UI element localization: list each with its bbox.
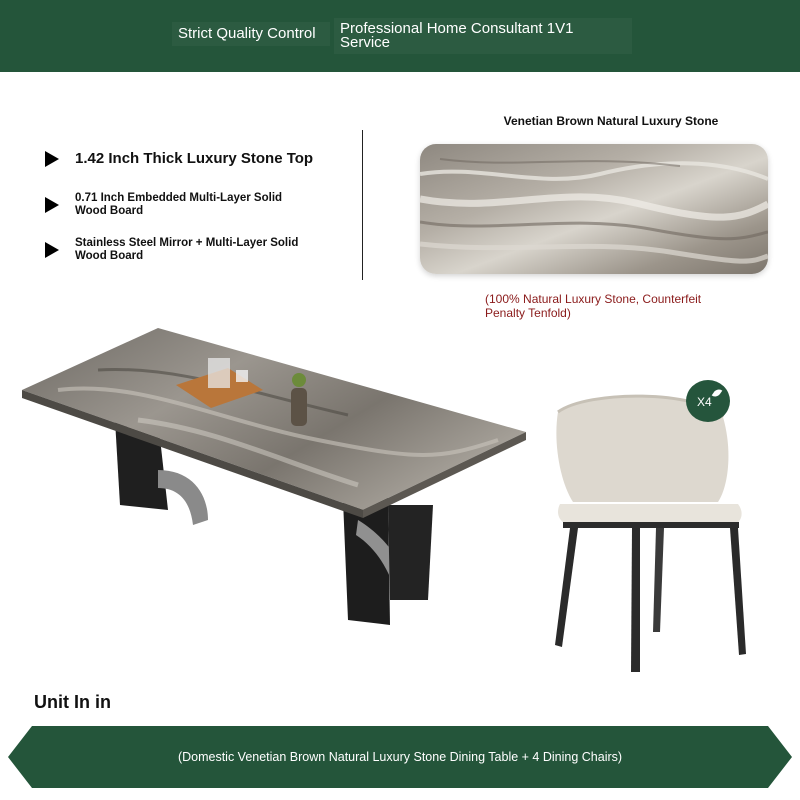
header-bar [0, 0, 800, 72]
unit-label: Unit In in [34, 692, 111, 712]
play-arrow-icon [45, 242, 59, 258]
vertical-divider [362, 130, 363, 280]
play-arrow-icon [45, 151, 59, 167]
feature-item-stone-top [45, 150, 315, 167]
feature-label: 0.71 Inch Embedded Multi-Layer Solid Wood Board [75, 192, 283, 217]
authenticity-note: (100% Natural Luxury Stone, Counterfeit Penalty Tenfold) [485, 292, 702, 320]
feature-item-wood-board [45, 192, 295, 218]
banner-text: (Domestic Venetian Brown Natural Luxury Stone Dining Table + 4 Dining Chairs) [177, 750, 623, 764]
play-arrow-icon [45, 197, 59, 213]
dining-table-image [18, 320, 533, 635]
quantity-label: X4 [697, 395, 712, 409]
feature-item-steel-mirror [45, 237, 305, 263]
quantity-badge [686, 380, 730, 422]
dining-chair-image [548, 392, 748, 682]
consultant-badge: Professional Home Consultant 1V1 Service [334, 18, 632, 54]
stone-title: Venetian Brown Natural Luxury Stone [503, 114, 719, 128]
stone-sample-image [420, 144, 768, 274]
quality-badge: Strict Quality Control [172, 22, 330, 46]
feature-label: Stainless Steel Mirror + Multi-Layer Solid Wood Board [75, 237, 299, 262]
leaf-icon [712, 387, 723, 399]
feature-label: 1.42 Inch Thick Luxury Stone Top [75, 150, 314, 167]
